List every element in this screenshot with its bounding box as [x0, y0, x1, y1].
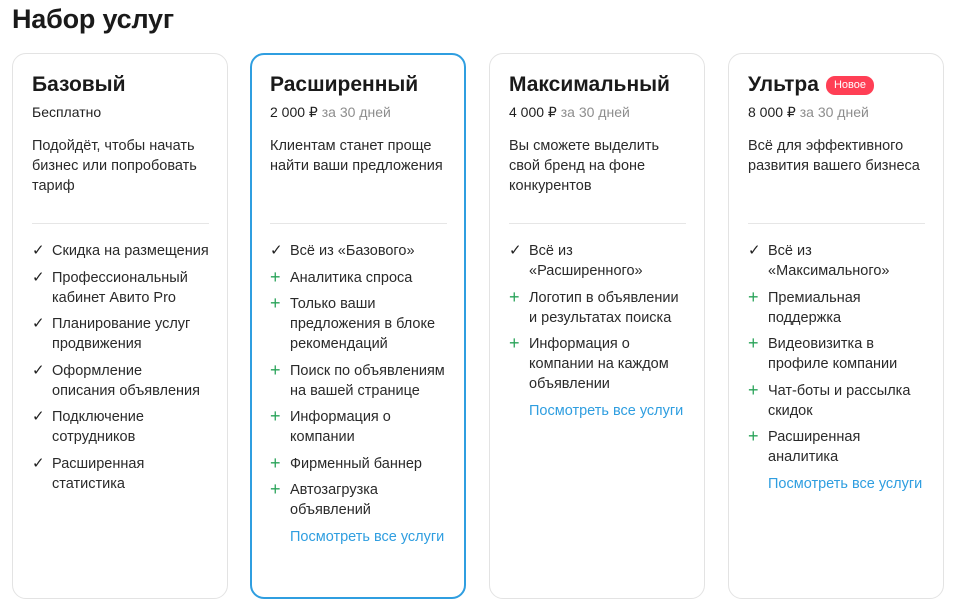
- new-badge: Новое: [826, 76, 874, 95]
- feature-item: [270, 268, 447, 288]
- card-title: [748, 71, 925, 99]
- plus-icon: +: [509, 333, 520, 353]
- plus-icon: +: [748, 426, 759, 446]
- card-title-text: Максимальный: [509, 73, 670, 96]
- card-price-line: [32, 104, 209, 123]
- feature-item: [748, 381, 925, 421]
- feature-item: [32, 268, 209, 308]
- feature-text: Автозагрузка объявлений: [290, 482, 378, 518]
- divider: [270, 223, 447, 224]
- card-price: 8 000 ₽: [748, 104, 796, 120]
- check-icon: ✓: [32, 408, 45, 425]
- plus-icon: +: [748, 333, 759, 353]
- feature-item: [32, 361, 209, 401]
- feature-text: Всё из «Расширенного»: [529, 243, 643, 279]
- feature-text: Расширенная статистика: [52, 455, 145, 492]
- feature-item: [509, 241, 686, 281]
- feature-text: Видеовизитка в профиле компании: [768, 336, 898, 372]
- feature-list: [32, 241, 209, 494]
- tariff-cards: [12, 53, 948, 603]
- card-price-line: [509, 104, 686, 123]
- plus-icon: +: [509, 286, 520, 307]
- feature-item: [270, 480, 447, 520]
- card-title: [509, 71, 686, 99]
- feature-text: Расширенная аналитика: [768, 429, 861, 465]
- feature-text: Фирменный баннер: [290, 455, 422, 472]
- see-all-services-link[interactable]: Посмотреть все услуги: [529, 402, 684, 419]
- card-title: [32, 71, 209, 99]
- feature-item: [270, 294, 447, 354]
- plus-icon: +: [270, 452, 281, 473]
- feature-text: Логотип в объявлении и результатах поиска: [529, 289, 679, 326]
- feature-list: [509, 241, 686, 394]
- plus-icon: +: [270, 406, 281, 426]
- plus-icon: +: [270, 359, 281, 380]
- feature-text: Информация о компании на каждом объявлении: [529, 336, 669, 392]
- plus-icon: +: [270, 479, 281, 499]
- check-icon: ✓: [509, 242, 522, 259]
- feature-text: Только ваши предложения в блоке рекомендаций: [290, 296, 436, 352]
- feature-item: [748, 241, 925, 281]
- feature-item: [270, 241, 447, 261]
- divider: [748, 223, 925, 224]
- card-description: Подойдёт, чтобы начать бизнес или попробовать тариф: [32, 138, 197, 194]
- plus-icon: +: [270, 293, 281, 313]
- feature-item: [748, 334, 925, 374]
- card-description: Клиентам станет проще найти ваши предложения: [270, 138, 443, 174]
- feature-item: [748, 288, 925, 328]
- card-price: 2 000 ₽: [270, 104, 318, 120]
- feature-text: Всё из «Базового»: [290, 243, 415, 259]
- check-icon: ✓: [32, 315, 45, 332]
- card-title-text: Базовый: [32, 73, 126, 96]
- plus-icon: +: [748, 379, 759, 400]
- divider: [509, 223, 686, 224]
- feature-item: [748, 427, 925, 467]
- feature-text: Подключение сотрудников: [52, 409, 144, 445]
- page-title: Набор услуг: [12, 4, 174, 34]
- card-title: [270, 71, 447, 99]
- card-period: за 30 дней: [795, 104, 869, 120]
- plus-icon: +: [270, 266, 281, 287]
- tariff-card-basic[interactable]: [12, 53, 228, 599]
- feature-text: Чат-боты и рассылка скидок: [768, 382, 911, 419]
- feature-item: [270, 454, 447, 474]
- feature-text: Оформление описания объявления: [52, 362, 200, 399]
- feature-item: [32, 407, 209, 447]
- card-title-text: Расширенный: [270, 73, 419, 96]
- feature-item: [32, 454, 209, 494]
- feature-text: Поиск по объявлениям на вашей странице: [290, 362, 445, 399]
- feature-text: Скидка на размещения: [52, 243, 209, 259]
- feature-item: [509, 288, 686, 328]
- tariff-card-ultra[interactable]: [728, 53, 944, 599]
- tariff-card-maximum[interactable]: [489, 53, 705, 599]
- card-description: Вы сможете выделить свой бренд на фоне конкурентов: [509, 138, 660, 194]
- feature-list: [270, 241, 447, 520]
- feature-item: [270, 407, 447, 447]
- feature-text: Планирование услуг продвижения: [52, 316, 191, 352]
- plus-icon: +: [748, 286, 759, 307]
- feature-item: [32, 314, 209, 354]
- feature-text: Аналитика спроса: [290, 269, 413, 286]
- feature-item: [270, 361, 447, 401]
- card-title-text: Ультра: [748, 73, 819, 96]
- check-icon: ✓: [32, 454, 45, 472]
- check-icon: ✓: [32, 268, 45, 286]
- feature-text: Всё из «Максимального»: [768, 243, 890, 279]
- feature-text: Информация о компании: [290, 409, 391, 445]
- feature-item: [32, 241, 209, 261]
- check-icon: ✓: [32, 361, 45, 379]
- check-icon: ✓: [270, 242, 283, 259]
- feature-list: [748, 241, 925, 467]
- divider: [32, 223, 209, 224]
- see-all-services-link[interactable]: Посмотреть все услуги: [768, 475, 923, 492]
- feature-text: Премиальная поддержка: [768, 289, 861, 326]
- feature-text: Профессиональный кабинет Авито Pro: [52, 269, 188, 306]
- check-icon: ✓: [748, 242, 761, 259]
- card-price-line: [748, 104, 925, 123]
- card-description: Всё для эффективного развития вашего бизнеса: [748, 138, 920, 174]
- card-price: 4 000 ₽: [509, 104, 557, 120]
- check-icon: ✓: [32, 242, 45, 259]
- card-period: за 30 дней: [317, 104, 391, 120]
- card-period: за 30 дней: [556, 104, 630, 120]
- card-price: Бесплатно: [32, 104, 102, 120]
- card-price-line: [270, 104, 447, 123]
- see-all-services-link[interactable]: Посмотреть все услуги: [290, 528, 445, 545]
- feature-item: [509, 334, 686, 394]
- tariff-card-extended[interactable]: [250, 53, 466, 599]
